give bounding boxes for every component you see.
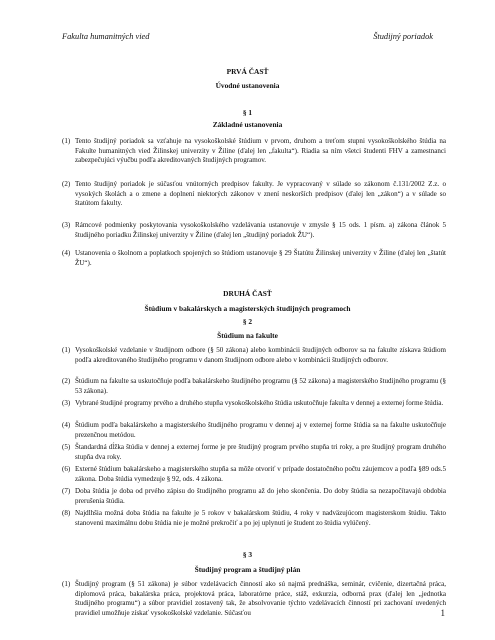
page-header	[62, 32, 433, 41]
paragraph-number: (2)	[62, 180, 71, 188]
paragraph-text: Externé štúdium bakalárskeho a magisterského stupňa sa môže otvoriť v prípade dostatočného počtu záujemcov a podľa §89 ods.5 zákona. Doba štúdia vymedzuje § 92, ods. 4 zákona.	[75, 465, 446, 483]
s1-paragraph-4	[62, 249, 446, 268]
part1-subtitle: Úvodné ustanovenia	[215, 81, 280, 90]
paragraph-number: (4)	[62, 249, 71, 257]
paragraph-number: (1)	[62, 137, 71, 145]
page-number: 1	[440, 608, 445, 618]
paragraph-text: Vybrané študijné programy prvého a druhého stupňa vysokoškolského štúdia uskutočňuje fakulta v dennej a externej forme štúdia.	[75, 399, 444, 407]
paragraph-number: (1)	[62, 346, 71, 354]
paragraph-text: Štúdium podľa bakalárskeho a magisterského študijného programu v dennej aj v externej forme štúdia sa na fakulte uskutočňuje prezenčnou metódou.	[75, 421, 446, 439]
section3-number: § 3	[242, 550, 253, 559]
paragraph-text: Štúdium na fakulte sa uskutočňuje podľa bakalárskeho študijného programu (§ 52 zákona) a magisterského študijného programu (§ 53 zákona).	[75, 377, 446, 395]
paragraph-text: Tento študijný poriadok je súčasťou vnútorných predpisov fakulty. Je vypracovaný v súlade so zákonom č.131/2002 Z.z. o vysokých školách a o zmene a doplnení niektorých zákonov v znení neskorších predpisov (ďalej len „zákon“) a v súlade so štatútom fakulty.	[75, 180, 446, 208]
paragraph-number: (4)	[62, 421, 71, 429]
paragraph-text: Vysokoškolské vzdelanie v študijnom odbore (§ 50 zákona) alebo kombinácii študijných odborov sa na fakulte získava štúdiom podľa akreditovaného študijného programu v danom študijnom odbore alebo v kombinácii študijných odborov.	[75, 346, 446, 364]
paragraph-text: Doba štúdia je doba od prvého zápisu do študijného programu až do jeho skončenia. Do doby štúdia sa nezapočítavajú obdobia prerušenia štúdia.	[75, 487, 446, 505]
paragraph-number: (2)	[62, 377, 71, 385]
paragraph-number: (3)	[62, 399, 71, 407]
s2-paragraph-2	[62, 377, 446, 396]
section2-title: Štúdium na fakulte	[217, 331, 278, 340]
s3-paragraph-1	[62, 580, 446, 619]
header-faculty: Fakulta humanitných vied	[62, 32, 150, 41]
section1-title: Základné ustanovenia	[212, 120, 283, 129]
s2-paragraph-8	[62, 509, 446, 528]
paragraph-number: (6)	[62, 465, 71, 473]
paragraph-text: Najdlhšia možná doba štúdia na fakulte je 5 rokov v bakalárskom štúdiu, 4 roky v nadväzujúcom magisterskom štúdiu. Takto stanovenú maximálnu dobu štúdia nie je možné prekročiť a po jej uplynutí je študent zo štúdia vylúčený.	[75, 509, 446, 527]
s2-paragraph-7	[62, 487, 446, 506]
part2-subtitle: Štúdium v bakalárskych a magisterských študijných programoch	[144, 304, 351, 313]
s1-paragraph-1	[62, 137, 446, 166]
s2-paragraph-1	[62, 346, 446, 365]
paragraph-number: (8)	[62, 509, 71, 517]
s2-paragraph-6	[62, 465, 446, 484]
paragraph-number: (7)	[62, 487, 71, 495]
paragraph-text: Študijný program (§ 51 zákona) je súbor vzdelávacích činností ako sú najmä prednáška, seminár, cvičenie, dizertačná práca, diplomová práca, bakalárska práca, projektová práca, laboratórne práce, stáž, exkurzia, odborná prax (ďalej len „jednotka študijného programu“) a súbor pravidiel zostavený tak, že absolvovanie týchto vzdelávacích činností pri zachovaní uvedených pravidiel umožňuje získať vysokoškolské vzdelanie. Súčasťou	[75, 580, 446, 618]
part2-title: DRUHÁ ČASŤ	[223, 289, 272, 298]
section3-title: Študijný program a študijný plán	[194, 565, 301, 574]
section2-number: § 2	[242, 317, 253, 326]
s1-paragraph-3	[62, 221, 446, 240]
paragraph-number: (1)	[62, 580, 71, 588]
part1-title: PRVÁ ČASŤ	[226, 67, 269, 76]
paragraph-text: Rámcové podmienky poskytovania vysokoškolského vzdelávania ustanovuje v zmysle § 15 ods. 1 písm. a) zákona článok 5 študijného poriadku Žilinskej univerzity v Žiline (ďalej len „študijný poriadok ŽU“).	[75, 221, 446, 239]
s2-paragraph-4	[62, 421, 446, 440]
paragraph-number: (3)	[62, 221, 71, 229]
paragraph-text: Štandardná dĺžka štúdia v dennej a externej forme je pre študijný program prvého stupňa tri roky, a pre študijný program druhého stupňa dva roky.	[75, 443, 446, 461]
header-document-title: Študijný poriadok	[373, 32, 433, 41]
s2-paragraph-5	[62, 443, 446, 462]
paragraph-text: Tento študijný poriadok sa vzťahuje na vysokoškolské štúdium v prvom, druhom a treťom stupni vysokoškolského štúdia na Fakulte humanitných vied Žilinskej univerzity v Žiline (ďalej len „fakulta“). Riadia sa ním všetci študenti FHV a zamestnanci zabezpečujúci výučbu podľa akreditovaných študijných programov.	[75, 137, 446, 165]
section1-number: § 1	[242, 108, 253, 117]
paragraph-number: (5)	[62, 443, 71, 451]
paragraph-text: Ustanovenia o školnom a poplatkoch spojených so štúdiom ustanovuje § 29 Štatútu Žilinskej univerzity v Žiline (ďalej len „štatút ŽU“).	[75, 249, 446, 267]
s1-paragraph-2	[62, 180, 446, 209]
s2-paragraph-3	[62, 399, 446, 409]
